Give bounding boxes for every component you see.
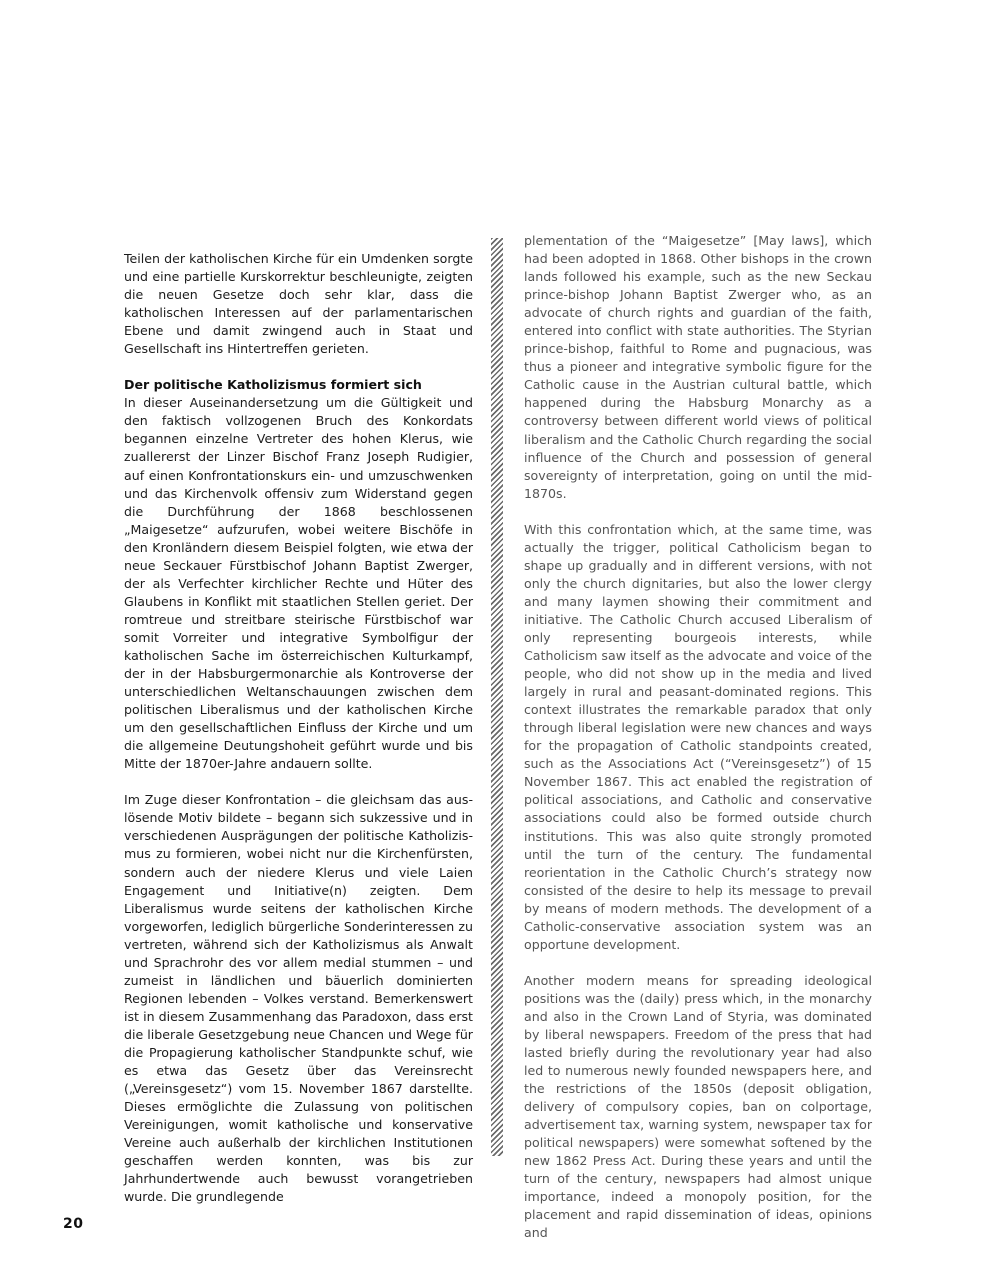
page-number: 20 — [63, 1216, 84, 1232]
section-heading: Der politische Katholizismus formiert sich — [124, 377, 422, 393]
right-paragraph-3: Another modern means for spreading ideological positions was the (daily) press which, in the monarchy and also in the Crown Land of Styria, was dominated by liberal newspapers. Freedom of the press that had lasted briefly during the revolutionary year had also led to numerous newly founded newspapers here, and the restrictions of the 1850s (deposit obligation, delivery of compulsory copies, ban on colportage, advertisement tax, warning system, newspaper tax for political newspapers) were somewhat softened by the new 1862 Press Act. During these years and until the turn of the century, newspapers had almost unique importance, indeed a monopoly position, for the placement and rapid dissemination of ideas, opinions and — [524, 972, 872, 1241]
left-paragraph-1: Teilen der katholischen Kirche für ein Umdenken sorgte und eine partielle Kurskorrektur beschleunigte, zeigten die neuen Gesetze doch sehr klar, dass die katholischen Interessen auf der parlamentarischen Ebene und damit zwingend auch in Staat und Gesellschaft ins Hintertreffen gerieten. — [124, 251, 473, 357]
left-paragraph-2: In dieser Auseinandersetzung um die Gültigkeit und den faktisch vollzogenen Bruch des Konkordats begannen einzelne Vertreter des hohen Klerus, wie zuallererst der Linzer Bischof Franz Joseph Rudigier, auf einen Konfrontationskurs ein- und umzuschwenken und das Kirchenvolk offensiv zum Widerstand gegen die Durchführung der 1868 beschlossenen „Maigesetze“ aufzurufen, wobei weitere Bischöfe in den Kronländern diesem Beispiel folgten, wie etwa der neue Seckauer Fürstbischof Johann Baptist Zwerger, der als Verfechter kirchlicher Rechte und Hüter des Glaubens in Konflikt mit staatlichen Stellen geriet. Der romtreue und streitbare steirische Fürstbischof war somit Vorreiter und integrative Symbolfigur der katholischen Sache im österreichischen Kulturkampf, der in der Habsburgermonarchie als Kontroverse der unterschiedlichen Weltanschauungen zwischen dem politischen Liberalismus und der katholischen Kirche um den gesellschaftlichen Einfluss der Kirche und um die allgemeine Deutungshoheit geführt wurde und bis Mitte der 1870er-Jahre andauern sollte. — [124, 395, 473, 772]
left-text-column — [124, 250, 473, 1206]
right-paragraph-1: plementation of the “Maigesetze” [May laws], which had been adopted in 1868. Other bishops in the crown lands followed his example, such as the new Seckau prince-bishop Johann Baptist Zwerger who, as an advocate of church rights and guardian of the faith, entered into conflict with state authorities. The Styrian prince-bishop, faithful to Rome and pugnacious, was thus a pioneer and integrative symbolic figure for the Catholic cause in the Austrian cultural battle, which happened during the Habsburg Monarchy as a controversy between different world views of political liberalism and the Catholic Church regarding the social influence of the Church and possession of general sovereignty of interpretation, going on until the mid-1870s. — [524, 233, 872, 501]
left-paragraph-3: Im Zuge dieser Konfrontation – die gleichsam das auslösende Motiv bildete – begann sich sukzessive und in verschiedenen Ausprägungen der politische Katholizismus zu formieren, wobei nicht nur die Kirchenfürsten, sondern auch der niedere Klerus und viele Laien Engagement und Initiative(n) zeigten. Dem Liberalismus wurde seitens der katholischen Kirche vorgeworfen, lediglich bürgerliche Sonderinteressen zu vertreten, während sich der Katholizismus als Anwalt und Sprachrohr des vor allem medial stummen – und zumeist in ländlichen und bäuerlich dominierten Regionen lebenden – Volkes verstand. Bemerkenswert ist in diesem Zusammenhang das Paradoxon, dass erst die liberale Gesetzgebung neue Chancen und Wege für die Propagierung katholischer Standpunkte schuf, wie es etwa das Gesetz über das Vereinsrecht („Vereinsgesetz“) vom 15. November 1867 darstellte. Dieses ermöglichte die Zulassung von politischen Vereinigungen, womit katholische und konservative Vereine auch außerhalb der kirchlichen Institutionen geschaffen werden konnten, was bis zur Jahrhundertwende auch bewusst vorangetrieben wurde. Die grundlegende — [124, 792, 473, 1205]
hatched-column-divider — [491, 238, 503, 1156]
right-paragraph-2: With this confrontation which, at the same time, was actually the trigger, political Catholicism began to shape up gradually and in different versions, with not only the church dignitaries, but also the lower clergy and many laymen showing their commitment and initiative. The Catholic Church accused Liberalism of only representing bourgeois interests, while Catholicism saw itself as the advocate and voice of the people, who did not show up in the media and lived largely in rural and peasant-dominated regions. This context illustrates the remarkable paradox that only through liberal legislation were new chances and ways for the propagation of Catholic standpoints created, such as the Associations Act (“Vereinsgesetz”) of 15 November 1867. This act enabled the registration of political associations, and Catholic and conservative associations could also be formed outside church institutions. This was also quite strongly promoted until the turn of the century. The fundamental reorientation in the Catholic Church’s strategy now consisted of the desire to help its message to prevail by means of modern methods. The development of a Catholic-conservative association system was an opportune development. — [524, 521, 872, 952]
right-text-column — [524, 232, 872, 1243]
